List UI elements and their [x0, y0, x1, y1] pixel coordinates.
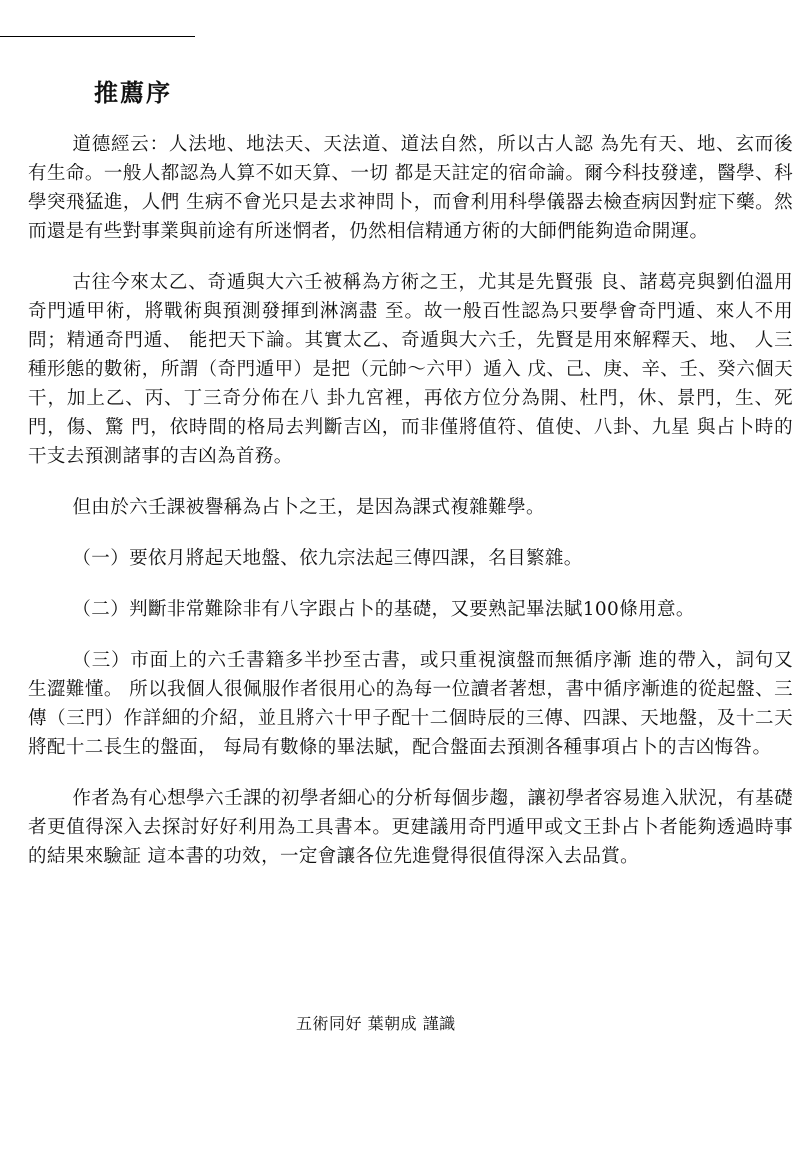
paragraph-difficulty: 但由於六壬課被譽稱為占卜之王，是因為課式複雜難學。 [72, 497, 545, 518]
top-rule [0, 36, 195, 37]
signature: 五術同好 葉朝成 謹識 [296, 1014, 456, 1033]
paragraph-conclusion: 作者為有心想學六壬課的初學者細心的分析每個步趨，讓初學者容易進入狀況，有基礎者更值得深入去探討好好利用為工具書本。更建議用奇門遁甲或文王卦占卜者能夠透過時事的結果來驗証 這本書的功效，一定會讓各位先進覺得很值得深入去品賞。 [28, 788, 793, 867]
list-item-one: （一）要依月將起天地盤、依九宗法起三傳四課，名目繁雜。 [72, 548, 583, 569]
list-item-two: （二）判斷非常難除非有八字跟占卜的基礎，又要熟記畢法賦100條用意。 [72, 599, 695, 620]
preface-body [28, 130, 793, 893]
paragraph-intro: 道德經云：人法地、地法天、天法道、道法自然，所以古人認 為先有天、地、玄而後有生命。一般人都認為人算不如天算、一切 都是天註定的宿命論。爾今科技發達，醫學、科學突飛猛進，人們 生病不會光只是去求神問卜，而會利用科學儀器去檢查病因對症下藥。然而還是有些對事業與前途有所迷惘者，仍然相信精通方術的大師們能夠造命開運。 [28, 134, 793, 242]
paragraph-history: 古往今來太乙、奇遁與大六壬被稱為方術之王，尤其是先賢張 良、諸葛亮與劉伯溫用奇門遁甲術，將戰術與預測發揮到淋漓盡 至。故一般百性認為只要學會奇門遁、來人不用問；精通奇門遁、 能把天下論。其實太乙、奇遁與大六壬，先賢是用來解釋天、地、 人三種形態的數術，所謂（奇門遁甲）是把（元帥～六甲）遁入 戊、己、庚、辛、壬、癸六個天干，加上乙、丙、丁三奇分佈在八 卦九宮裡，再依方位分為開、杜門，休、景門，生、死門，傷、驚 門，依時間的格局去判斷吉凶，而非僅將值符、值使、八卦、九星 與占卜時的干支去預測諸事的吉凶為首務。 [28, 272, 793, 467]
page-title: 推薦序 [94, 79, 172, 107]
list-item-three: （三）市面上的六壬書籍多半抄至古書，或只重視演盤而無循序漸 進的帶入，詞句又生澀難懂。 所以我個人很佩服作者很用心的為每一位讀者著想，書中循序漸進的從起盤、三傳（三門）作詳細的介紹，並且將六十甲子配十二個時辰的三傳、四課、天地盤，及十二天將配十二長生的盤面， 每局有數條的畢法賦，配合盤面去預測各種事項占卜的吉凶悔咎。 [28, 650, 793, 758]
